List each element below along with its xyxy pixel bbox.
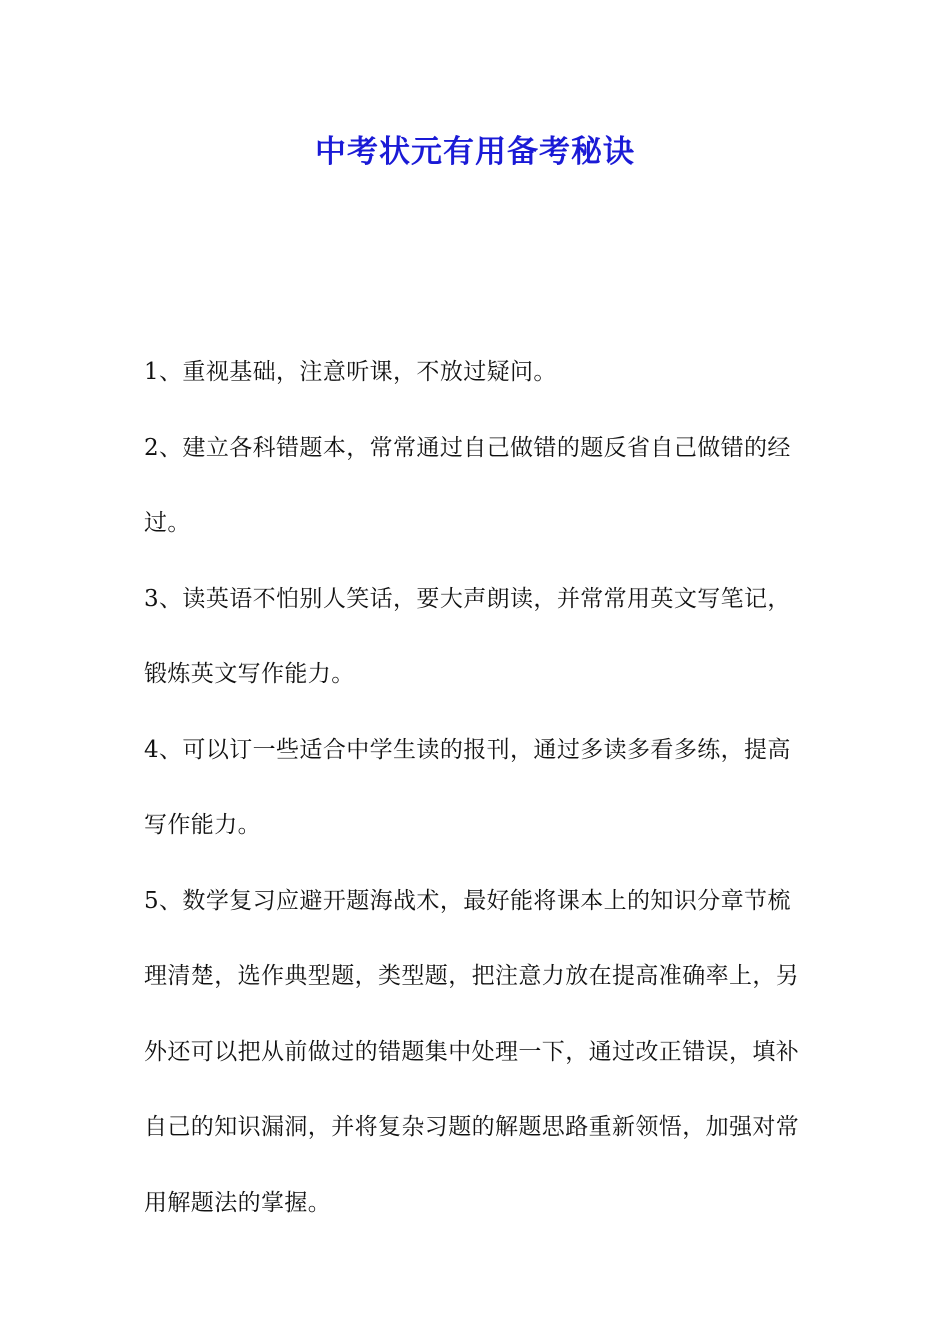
paragraph-4: 4、可以订一些适合中学生读的报刊，通过多读多看多练，提高写作能力。 xyxy=(144,736,791,838)
paragraph-3: 3、读英语不怕别人笑话，要大声朗读，并常常用英文写笔记，锻炼英文写作能力。 xyxy=(144,585,791,687)
paragraph-5: 5、数学复习应避开题海战术，最好能将课本上的知识分章节梳理清楚，选作典型题，类型题，把注意力放在提高准确率上，另外还可以把从前做过的错题集中处理一下，通过改正错误，填补自己的知识漏洞，并将复杂习题的解题思路重新领悟，加强对常用解题法的掌握。 xyxy=(144,887,800,1216)
paragraph-1: 1、重视基础，注意听课，不放过疑问。 xyxy=(144,359,557,385)
page-title: 中考状元有用备考秘诀 xyxy=(315,134,635,170)
paragraph-2: 2、建立各科错题本，常常通过自己做错的题反省自己做错的经过。 xyxy=(144,434,791,536)
document-body xyxy=(144,335,814,1241)
